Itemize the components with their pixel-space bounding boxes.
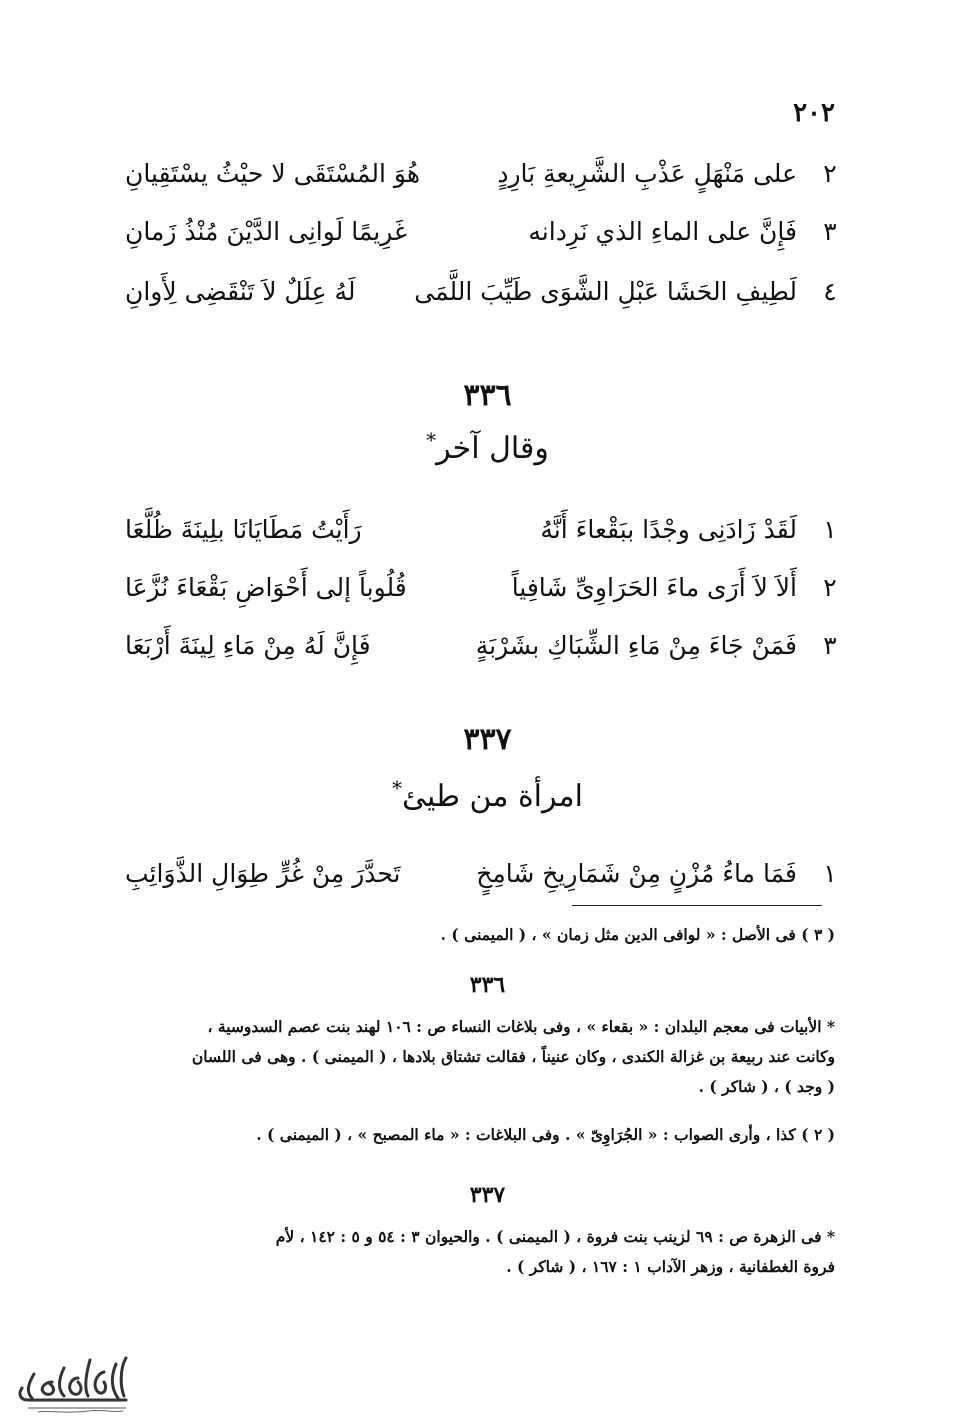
verse-line: [125, 508, 845, 552]
footnote-block: [135, 1012, 835, 1102]
verse-second-hemistich: فَإِنَّ لَهُ مِنْ مَاءِ لِينَةَ أَرْبَعَا: [125, 631, 371, 660]
verse-second-hemistich: تَحدَّرَ مِنْ غُرٍّ طِوَالِ الذَّوَائِبِ: [125, 859, 401, 888]
footnote-section-number: ٣٣٧: [469, 1182, 506, 1208]
footnote: ( ٣ ) فى الأصل : « لوافى الدين مثل زمان » ، ( الميمنى ) .: [440, 925, 835, 944]
verse-number: ٣: [823, 631, 837, 660]
section-title-text: امرأة من طيئ: [402, 779, 583, 814]
footnote-star: *: [392, 776, 403, 800]
verse-line: [125, 270, 845, 314]
verse-number: ٣: [823, 217, 837, 246]
verse-second-hemistich: غَرِيمًا لَوانِى الدَّيْنَ مُنْذُ زَمانِ: [125, 217, 408, 246]
verse-line: [125, 210, 845, 254]
footnote-line: ( وجد ) ، ( شاكر ) .: [698, 1077, 835, 1096]
verse-first-hemistich: فَمَنْ جَاءَ مِنْ مَاءِ الشِّبَاكِ بشَرْبَةٍ: [475, 631, 797, 660]
verse-number: ٢: [823, 573, 837, 602]
footnote-star: *: [426, 428, 437, 452]
verse-line: [125, 566, 845, 610]
verse-first-hemistich: أَلاَ لاَ أَرَى ماءَ الحَرَاوِىِّ شَافِياً: [511, 573, 797, 602]
footnote-line: * فى الزهرة ص : ٦٩ لزينب بنت فروة ، ( الميمنى ) . والحيوان ٣ : ٥٤ و ٥ : ١٤٢ ، لأم: [275, 1227, 835, 1246]
verse-first-hemistich: فَإِنَّ على الماءِ الذي نَرِدانه: [528, 217, 797, 246]
verse-second-hemistich: رَأَيْتُ مَطَايَانَا بلِينَةَ ظُلَّعَا: [125, 515, 362, 544]
footnote-line: وكانت عند ربيعة بن غزالة الكندى ، وكان عنيناً ، فقالت تشتاق بلادها ، ( الميمنى ) . وهى فى اللسان: [191, 1047, 835, 1066]
verse-first-hemistich: على مَنْهَلٍ عَذْبِ الشَّرِيعةِ بَارِدٍ: [497, 159, 797, 188]
verse-second-hemistich: لَهُ عِلَلٌ لاَ تَنْقَضِى لِأَوانِ: [125, 277, 356, 306]
section-title: [0, 428, 975, 466]
verse-first-hemistich: فَمَا ماءُ مُزْنٍ مِنْ شَمَارِيخِ شَامِخٍ: [476, 859, 797, 888]
verse-second-hemistich: قُلُوباً إلى أَحْوَاضِ بَقْعَاءَ نُزَّعَا: [125, 573, 407, 602]
verse-line: [125, 624, 845, 668]
verse-number: ٤: [823, 277, 837, 306]
section-title-text: وقال آخر: [436, 431, 549, 466]
page-number: ٢٠٢: [793, 98, 835, 128]
verse-first-hemistich: لَقَدْ زَادَنِى وجْدًا ببَقْعاءَ أَنَّهُ: [540, 515, 797, 544]
footnote-line: فروة الغطفانية ، وزهر الآداب ١ : ١٦٧ ، ( شاكر ) .: [506, 1257, 835, 1276]
verse-number: ٢: [823, 159, 837, 188]
verse-first-hemistich: لَطِيفِ الحَشَا عَبْلِ الشَّوَى طَيِّبَ اللَّمَى: [414, 277, 797, 306]
verse-number: ١: [823, 515, 837, 544]
verse-line: [125, 152, 845, 196]
verse-line: [125, 852, 845, 896]
section-number: ٣٣٦: [463, 378, 512, 413]
section-title: [0, 776, 975, 814]
footnote-divider: [572, 905, 822, 906]
verse-second-hemistich: هُوَ المُسْتَقَى لا حيْثُ يسْتَقِيانِ: [125, 159, 421, 188]
footnote: ( ٢ ) كذا ، وأرى الصواب : « الجُرَاوِىّ » . وفى البلاغات : « ماء المصبح » ، ( الميمنى ) .: [256, 1125, 835, 1144]
library-stamp-icon: [8, 1338, 138, 1416]
footnote-line: * الأبيات فى معجم البلدان : « بقعاء » ، وفى بلاغات النساء ص : ١٠٦ لهند بنت عصم السدوسية ،: [207, 1017, 835, 1036]
footnote-block: [135, 1222, 835, 1282]
footnote-section-number: ٣٣٦: [469, 972, 506, 998]
verse-number: ١: [823, 859, 837, 888]
section-number: ٣٣٧: [463, 722, 512, 757]
